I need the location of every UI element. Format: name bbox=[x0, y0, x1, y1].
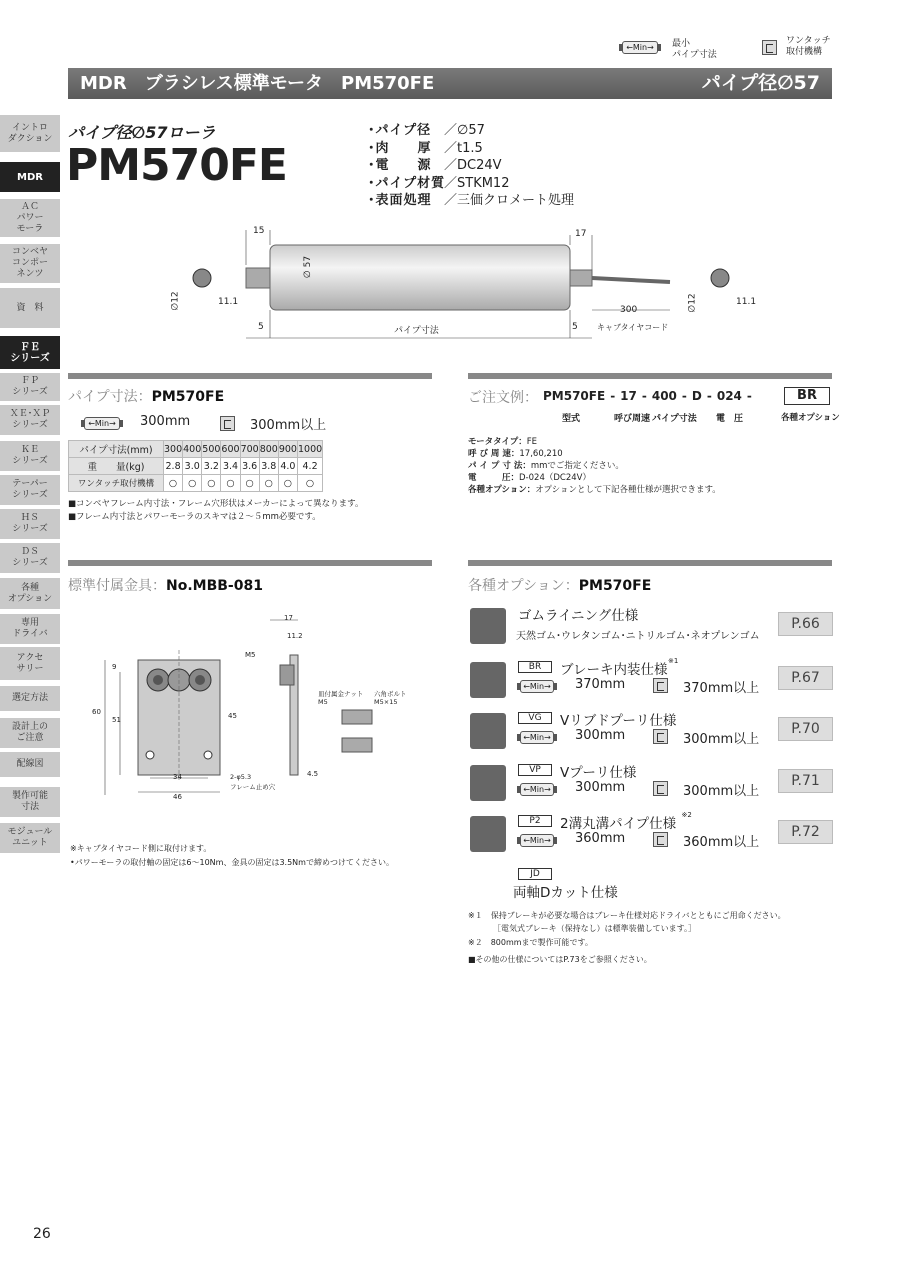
pipe-size-table bbox=[68, 440, 323, 492]
min-pipe-icon: ←Min→ bbox=[520, 834, 554, 847]
dim-300: 300 bbox=[620, 305, 638, 315]
order-detail-row bbox=[468, 436, 721, 448]
roller-drawing bbox=[160, 220, 760, 340]
order-code-part: - bbox=[610, 389, 616, 403]
bracket-dim-9: 9 bbox=[112, 663, 117, 671]
bracket-dim-11: 11.2 bbox=[287, 632, 303, 640]
table-row bbox=[69, 475, 323, 492]
order-detail-row bbox=[468, 472, 721, 484]
sidebar-item[interactable]: ＦＥ シリーズ bbox=[0, 336, 60, 369]
option-onetouch-value: 300mm以上 bbox=[683, 732, 760, 747]
order-detail-key: 電 圧： bbox=[468, 473, 520, 483]
onetouch-caption: ワンタッチ 取付機構 bbox=[786, 36, 831, 57]
table-cell: 300 bbox=[164, 441, 183, 458]
sidebar-item[interactable]: ＨＳ シリーズ bbox=[0, 509, 60, 539]
option-subtext: 天然ゴム･ウレタンゴム･ニトリルゴム･ネオプレンゴム bbox=[516, 631, 760, 642]
order-detail-row bbox=[468, 448, 721, 460]
option-page-ref: P.66 bbox=[778, 612, 833, 636]
bracket-dim-45: 45 bbox=[228, 712, 237, 720]
dim-pipe-label: パイプ寸法 bbox=[394, 326, 439, 336]
option-name: Vリブドプーリ仕様 bbox=[560, 713, 677, 729]
table-cell: 800 bbox=[259, 441, 278, 458]
order-detail-key: モータタイプ： bbox=[468, 437, 527, 447]
product-model: PM570FE bbox=[66, 140, 287, 191]
bracket-dim-60: 60 bbox=[92, 708, 101, 716]
option-footnote-ref: ※2 bbox=[681, 811, 692, 819]
order-label-voltage: 電 圧 bbox=[716, 414, 744, 424]
spec-row bbox=[368, 122, 574, 140]
order-details bbox=[468, 436, 721, 496]
sidebar-item[interactable]: イントロ ダクション bbox=[0, 115, 60, 152]
page-number: 26 bbox=[33, 1226, 51, 1242]
order-label-type: 型式 bbox=[562, 414, 581, 424]
order-heading: ご注文例： bbox=[468, 390, 538, 406]
options-foot-1: ※１ 保持ブレーキが必要な場合はブレーキ仕様対応ドライバとともにご用命ください。 bbox=[468, 911, 786, 920]
option-min-value: 370mm bbox=[575, 677, 626, 692]
spec-key: ･表面処理 bbox=[368, 193, 432, 208]
order-code-part: - bbox=[681, 389, 687, 403]
order-detail-key: 呼 び 周 速： bbox=[468, 449, 520, 459]
pipe-section-heading: パイプ寸法：PM570FE bbox=[68, 389, 225, 405]
min-pipe-icon: ←Min→ bbox=[520, 680, 554, 693]
onetouch-label: ワンタッチ取付機構 bbox=[69, 475, 164, 492]
sidebar-item[interactable]: コンベヤ コンポー ネンツ bbox=[0, 244, 60, 283]
dim-5-left: 5 bbox=[258, 322, 264, 332]
options-section-bar bbox=[468, 560, 832, 566]
option-name: 2溝丸溝パイプ仕様 bbox=[560, 816, 677, 832]
sidebar-item[interactable]: ＤＳ シリーズ bbox=[0, 543, 60, 573]
hole-label-2: フレーム止め穴 bbox=[230, 783, 276, 791]
bracket-drawing bbox=[80, 610, 440, 810]
bracket-dim-34: 34 bbox=[173, 773, 182, 781]
nut-size: M5 bbox=[318, 698, 328, 706]
option-code: P2 bbox=[518, 815, 552, 827]
table-cell: 500 bbox=[202, 441, 221, 458]
bolt-size: M5×15 bbox=[374, 698, 398, 706]
option-icon bbox=[470, 816, 506, 852]
onetouch-icon bbox=[653, 781, 668, 796]
order-code-part: 400 bbox=[651, 389, 677, 403]
onetouch-icon bbox=[653, 729, 668, 744]
table-cell: 3.8 bbox=[259, 458, 278, 475]
order-detail-key: パ イ プ 寸 法： bbox=[468, 461, 531, 471]
spec-value: ／STKM12 bbox=[444, 175, 510, 191]
table-cell: ○ bbox=[164, 475, 183, 492]
nut-label: 皿付属金ナット bbox=[318, 690, 364, 698]
shaft-left bbox=[246, 268, 270, 288]
weight-label: 重 量(kg) bbox=[69, 458, 164, 475]
order-code-part: D bbox=[691, 389, 702, 403]
order-detail-row bbox=[468, 484, 721, 496]
sidebar-item[interactable]: ＡＣ パワー モーラ bbox=[0, 199, 60, 237]
option-min-value: 300mm bbox=[575, 728, 626, 743]
table-cell: 600 bbox=[221, 441, 240, 458]
dim-5-right: 5 bbox=[572, 322, 578, 332]
order-detail-row bbox=[468, 460, 721, 472]
bracket-section-bar bbox=[68, 560, 432, 566]
table-cell: ○ bbox=[259, 475, 278, 492]
option-page-ref: P.70 bbox=[778, 717, 833, 741]
bracket-note-1: ※キャブタイヤコード側に取付けます。 bbox=[70, 844, 212, 853]
spec-value: ／∅57 bbox=[444, 123, 485, 138]
spec-value: ／t1.5 bbox=[444, 140, 483, 156]
option-name: ゴムライニング仕様 bbox=[518, 608, 639, 624]
onetouch-icon bbox=[653, 832, 668, 847]
options-heading: 各種オプション：PM570FE bbox=[468, 578, 652, 594]
min-pipe-icon: ←Min→ bbox=[520, 731, 554, 744]
table-cell: ○ bbox=[278, 475, 297, 492]
spec-key: ･電 源 bbox=[368, 158, 432, 173]
onetouch-icon bbox=[653, 678, 668, 693]
option-page-ref: P.67 bbox=[778, 666, 833, 690]
option-onetouch-value: 370mm以上 bbox=[683, 681, 760, 696]
table-cell: 3.6 bbox=[240, 458, 259, 475]
order-detail-value: 17,60,210 bbox=[519, 449, 563, 459]
pipe-diameter-title: パイプ径∅57 bbox=[701, 72, 820, 94]
table-cell: ○ bbox=[202, 475, 221, 492]
order-label-pipe: パイプ寸法 bbox=[652, 414, 697, 424]
spec-row bbox=[368, 157, 574, 175]
table-row bbox=[69, 441, 323, 458]
option-icon bbox=[470, 608, 506, 644]
order-code-part: - bbox=[746, 389, 752, 403]
options-foot-2: ※２ 800mmまで製作可能です。 bbox=[468, 938, 593, 947]
bolt-label: 六角ボルト bbox=[374, 690, 407, 698]
order-section-bar bbox=[468, 373, 832, 379]
end-view-left bbox=[193, 269, 211, 287]
option-footnote-ref: ※1 bbox=[668, 657, 679, 665]
option-name-jd: 両軸Dカット仕様 bbox=[513, 885, 618, 901]
order-code-part: PM570FE bbox=[543, 389, 606, 403]
spec-key: ･パイプ径 bbox=[368, 123, 432, 138]
option-page-ref: P.72 bbox=[778, 820, 833, 844]
pipe-onetouch-value: 300mm以上 bbox=[250, 418, 327, 433]
option-onetouch-value: 300mm以上 bbox=[683, 784, 760, 799]
sidebar-item[interactable]: 選定方法 bbox=[0, 686, 60, 711]
sidebar-item[interactable]: 専用 ドライバ bbox=[0, 614, 60, 644]
order-detail-value: mmでご指定ください。 bbox=[530, 461, 624, 471]
table-cell: ○ bbox=[297, 475, 322, 492]
table-row bbox=[69, 458, 323, 475]
table-cell: 4.0 bbox=[278, 458, 297, 475]
order-detail-key: 各種オプション： bbox=[468, 485, 536, 495]
spec-row bbox=[368, 175, 574, 193]
spec-key: ･肉 厚 bbox=[368, 140, 432, 156]
spec-row bbox=[368, 192, 574, 210]
roller-pipe bbox=[270, 245, 570, 310]
sidebar-item[interactable]: 資 料 bbox=[0, 288, 60, 328]
bracket-dim-46: 46 bbox=[173, 793, 182, 801]
title-bar bbox=[68, 68, 832, 99]
sidebar-item[interactable]: テーパー シリーズ bbox=[0, 475, 60, 505]
bracket-note-2: •パワーモーラの取付軸の固定は6〜10Nm、金具の固定は3.5Nmで締めつけてください。 bbox=[70, 858, 394, 867]
min-pipe-icon: ←Min→ bbox=[84, 417, 120, 430]
spec-value: ／三価クロメート処理 bbox=[444, 193, 575, 208]
spec-value: ／DC24V bbox=[444, 158, 502, 173]
table-cell: 1000 bbox=[297, 441, 322, 458]
dim-11-right: 11.1 bbox=[736, 297, 757, 307]
shaft-right bbox=[570, 270, 592, 286]
sidebar-item[interactable]: 配線図 bbox=[0, 752, 60, 777]
options-foot-3: ■その他の仕様についてはP.73をご参照ください。 bbox=[468, 955, 652, 964]
pipe-note-2: ■フレーム内寸法とパワーモーラのスキマは２〜５mm必要です。 bbox=[68, 512, 321, 522]
option-onetouch-value: 360mm以上 bbox=[683, 835, 760, 850]
option-icon bbox=[470, 713, 506, 749]
option-page-ref: P.71 bbox=[778, 769, 833, 793]
dim-dia12-right: ∅12 bbox=[687, 293, 698, 313]
order-code-part: - bbox=[706, 389, 712, 403]
bracket-dim-m5: M5 bbox=[245, 651, 256, 659]
sidebar-item[interactable]: ＸＥ･ＸＰ シリーズ bbox=[0, 405, 60, 435]
table-cell: 3.4 bbox=[221, 458, 240, 475]
cable bbox=[592, 278, 670, 282]
min-pipe-icon: ←Min→ bbox=[520, 783, 554, 796]
sidebar-item[interactable]: モジュール ユニット bbox=[0, 823, 60, 853]
option-icon bbox=[470, 765, 506, 801]
bracket-dim-4-5: 4.5 bbox=[307, 770, 319, 778]
option-name: Vプーリ仕様 bbox=[560, 765, 637, 781]
min-caption: 最小 パイプ寸法 bbox=[672, 39, 717, 60]
sidebar-item[interactable]: MDR bbox=[0, 162, 60, 192]
dim-dia12-left: ∅12 bbox=[170, 291, 181, 311]
hole-label: 2-φ5.3 bbox=[230, 773, 252, 781]
option-code-jd: JD bbox=[518, 868, 552, 880]
spec-list bbox=[368, 122, 574, 210]
table-cell: 3.2 bbox=[202, 458, 221, 475]
bracket-dim-51: 51 bbox=[112, 716, 121, 724]
product-subtitle: パイプ径∅57ローラ bbox=[68, 123, 216, 142]
table-cell: ○ bbox=[240, 475, 259, 492]
option-min-value: 360mm bbox=[575, 831, 626, 846]
sidebar-item[interactable]: 製作可能 寸法 bbox=[0, 787, 60, 817]
order-label-speed: 呼び周速 bbox=[614, 414, 651, 424]
cable-label: キャブタイヤコード bbox=[597, 323, 669, 332]
bracket-dim-17: 17 bbox=[284, 614, 293, 622]
sidebar-item[interactable]: アクセ サリー bbox=[0, 647, 60, 680]
sidebar-item[interactable]: ＦＰ シリーズ bbox=[0, 373, 60, 401]
order-code-part: 17 bbox=[620, 389, 637, 403]
pipe-min-value: 300mm bbox=[140, 414, 191, 429]
options-foot-1b: ［電気式ブレーキ（保持なし）は標準装備しています。］ bbox=[493, 924, 697, 933]
onetouch-icon bbox=[220, 416, 235, 431]
sidebar-item[interactable]: 各種 オプション bbox=[0, 578, 60, 609]
page-title: MDR ブラシレス標準モータ PM570FE bbox=[80, 73, 435, 94]
order-detail-value: D-024（DC24V） bbox=[519, 473, 591, 483]
table-cell: 400 bbox=[183, 441, 202, 458]
option-code: VG bbox=[518, 712, 552, 724]
spec-key: ･パイプ材質 bbox=[368, 175, 446, 191]
table-cell: ○ bbox=[183, 475, 202, 492]
table-cell: 700 bbox=[240, 441, 259, 458]
sidebar-item[interactable]: ＫＥ シリーズ bbox=[0, 441, 60, 471]
dim-15: 15 bbox=[253, 226, 265, 236]
dim-dia57: ∅ 57 bbox=[303, 255, 314, 279]
order-code bbox=[543, 389, 757, 403]
pipe-note-1: ■コンベヤフレーム内寸法・フレーム穴形状はメーカーによって異なります。 bbox=[68, 499, 364, 509]
sidebar-item[interactable]: 設計上の ご注意 bbox=[0, 718, 60, 748]
option-name: ブレーキ内装仕様 bbox=[560, 662, 668, 678]
spec-row bbox=[368, 140, 574, 158]
dim-17: 17 bbox=[575, 229, 587, 239]
dim-11-left: 11.1 bbox=[218, 297, 239, 307]
option-code: BR bbox=[518, 661, 552, 673]
order-detail-value: オプションとして下記各種仕様が選択できます。 bbox=[535, 485, 721, 495]
min-pipe-icon: ←Min→ bbox=[622, 41, 658, 54]
bracket-heading: 標準付属金具：No.MBB-081 bbox=[68, 578, 263, 594]
end-view-right bbox=[711, 269, 729, 287]
option-icon bbox=[470, 662, 506, 698]
order-code-part: - bbox=[641, 389, 647, 403]
option-code: VP bbox=[518, 764, 552, 776]
pipe-section-bar bbox=[68, 373, 432, 379]
table-cell: 3.0 bbox=[183, 458, 202, 475]
table-cell: 900 bbox=[278, 441, 297, 458]
table-cell: 2.8 bbox=[164, 458, 183, 475]
table-cell: ○ bbox=[221, 475, 240, 492]
table-cell: 4.2 bbox=[297, 458, 322, 475]
order-option-box: BR bbox=[784, 387, 830, 405]
order-label-option: 各種オプション bbox=[781, 413, 840, 423]
order-detail-value: FE bbox=[526, 437, 538, 447]
option-min-value: 300mm bbox=[575, 780, 626, 795]
pipe-size-header: パイプ寸法(mm) bbox=[69, 441, 164, 458]
order-code-part: 024 bbox=[716, 389, 742, 403]
onetouch-icon bbox=[762, 40, 777, 55]
